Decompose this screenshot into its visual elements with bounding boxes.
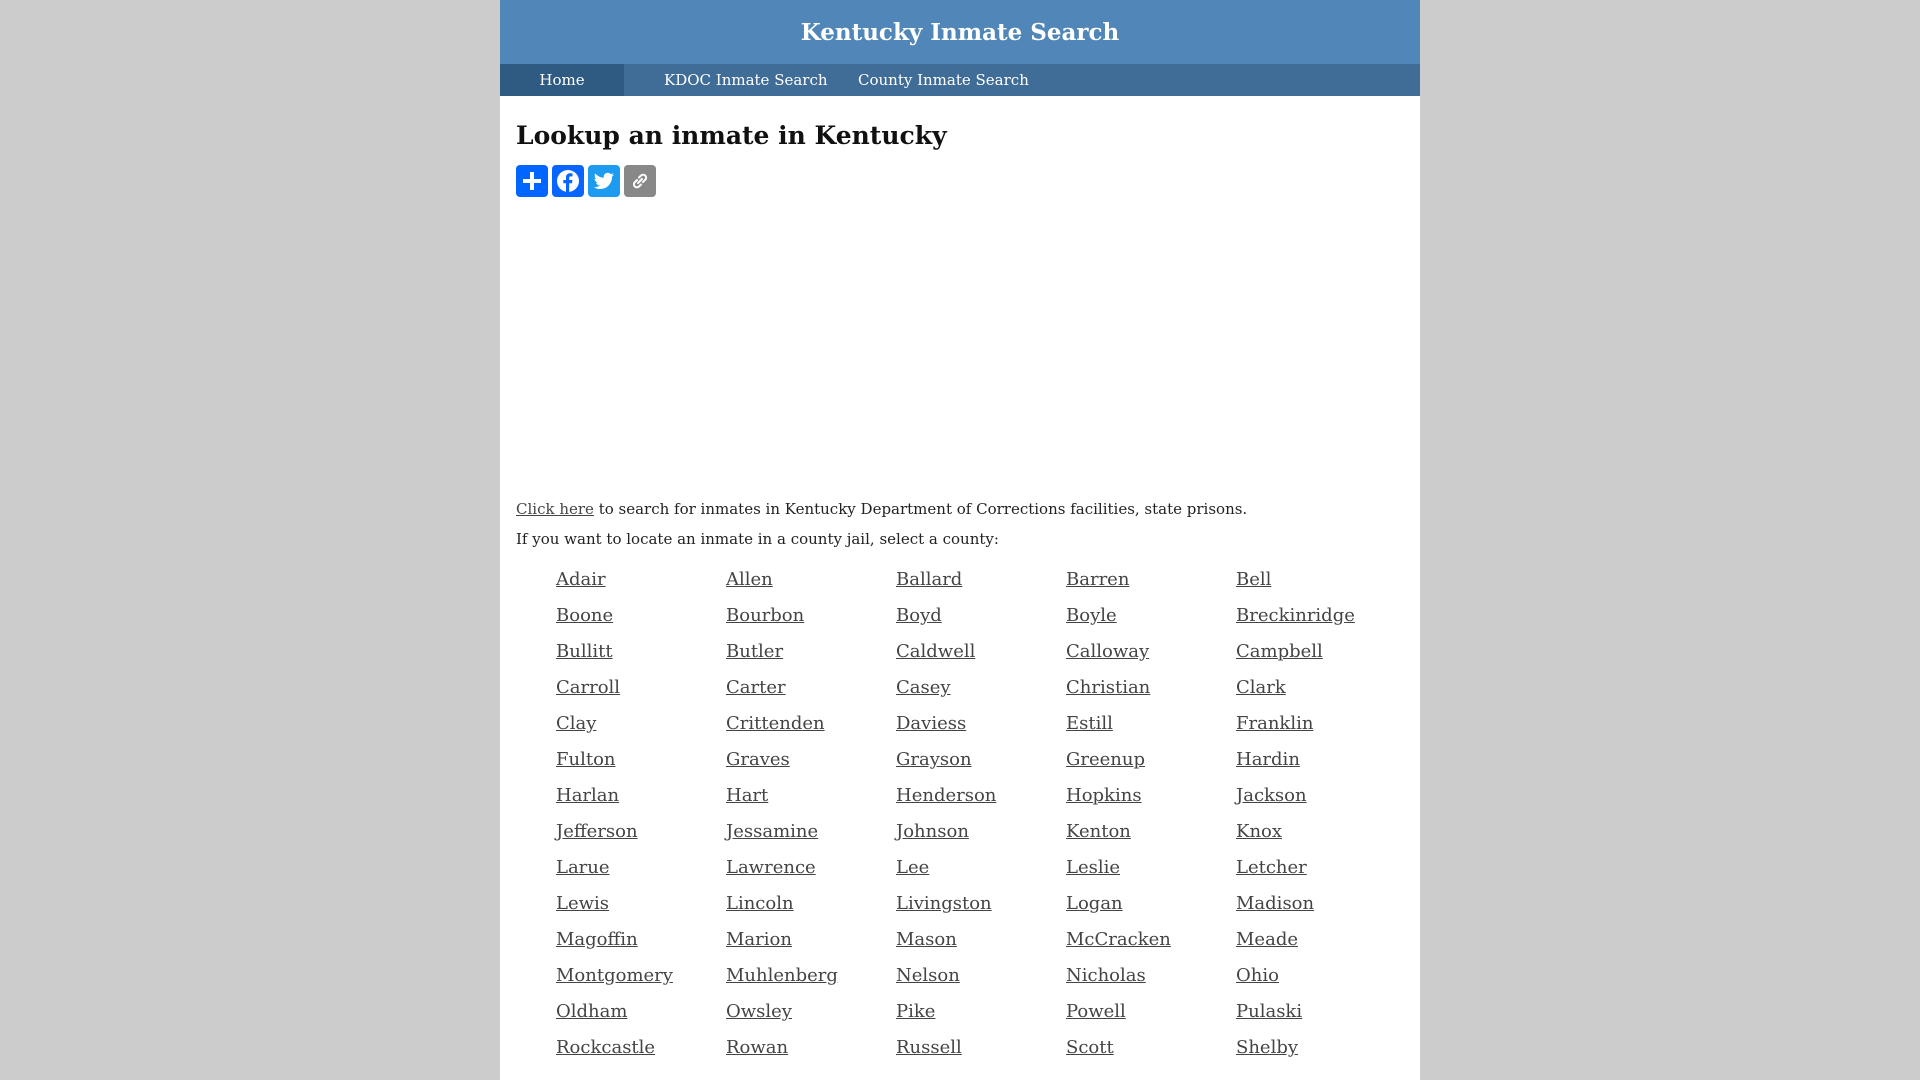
county-cell bbox=[896, 641, 1066, 677]
county-cell bbox=[726, 965, 896, 1001]
county-link[interactable]: Jackson bbox=[1236, 785, 1307, 806]
county-cell bbox=[896, 821, 1066, 857]
kdoc-click-here-link[interactable]: Click here bbox=[516, 500, 594, 518]
share-facebook-button[interactable] bbox=[552, 165, 584, 197]
county-link[interactable]: Scott bbox=[1066, 1037, 1114, 1058]
county-cell bbox=[1236, 749, 1406, 785]
county-link[interactable]: Hart bbox=[726, 785, 769, 806]
kdoc-intro-text bbox=[516, 499, 1404, 519]
county-link[interactable]: Boyd bbox=[896, 605, 942, 626]
county-link[interactable]: Russell bbox=[896, 1037, 962, 1058]
county-link[interactable]: Magoffin bbox=[556, 929, 638, 950]
county-cell bbox=[1066, 1037, 1236, 1073]
county-cell bbox=[1236, 605, 1406, 641]
county-link[interactable]: Pike bbox=[896, 1001, 936, 1022]
county-link[interactable]: Boone bbox=[556, 605, 614, 626]
county-cell bbox=[1066, 641, 1236, 677]
plus-icon bbox=[521, 170, 543, 192]
county-link[interactable]: Bourbon bbox=[726, 605, 805, 626]
county-link[interactable]: Henderson bbox=[896, 785, 997, 806]
county-link[interactable]: Estill bbox=[1066, 713, 1113, 734]
county-link[interactable]: Lee bbox=[896, 857, 930, 878]
ad-placeholder bbox=[516, 197, 1404, 499]
county-cell bbox=[1066, 713, 1236, 749]
county-link[interactable]: Casey bbox=[896, 677, 951, 698]
county-cell bbox=[1236, 821, 1406, 857]
county-link[interactable]: Lewis bbox=[556, 893, 610, 914]
main-content bbox=[500, 121, 1420, 1073]
page-container bbox=[500, 0, 1420, 1080]
county-cell bbox=[1066, 857, 1236, 893]
county-link[interactable]: Nicholas bbox=[1066, 965, 1146, 986]
county-cell bbox=[1236, 569, 1406, 605]
county-cell bbox=[1066, 821, 1236, 857]
county-link[interactable]: Bullitt bbox=[556, 641, 613, 662]
county-cell bbox=[1066, 965, 1236, 1001]
share-bar bbox=[516, 165, 1404, 197]
county-link[interactable]: Oldham bbox=[556, 1001, 628, 1022]
county-cell bbox=[556, 785, 726, 821]
county-link[interactable]: Crittenden bbox=[726, 713, 825, 734]
county-cell bbox=[1236, 893, 1406, 929]
nav-bar bbox=[500, 64, 1420, 96]
county-link[interactable]: Mason bbox=[896, 929, 957, 950]
county-link[interactable]: Rockcastle bbox=[556, 1037, 656, 1058]
county-cell bbox=[896, 749, 1066, 785]
county-cell bbox=[726, 749, 896, 785]
county-link[interactable]: Knox bbox=[1236, 821, 1283, 842]
county-cell bbox=[896, 605, 1066, 641]
county-cell bbox=[726, 677, 896, 713]
county-link[interactable]: Harlan bbox=[556, 785, 620, 806]
county-link[interactable]: Ballard bbox=[896, 569, 963, 590]
county-cell bbox=[1236, 857, 1406, 893]
county-link[interactable]: Madison bbox=[1236, 893, 1315, 914]
county-cell bbox=[726, 929, 896, 965]
county-cell bbox=[556, 713, 726, 749]
nav-county-inmate-search[interactable]: County Inmate Search bbox=[858, 71, 1029, 89]
county-cell bbox=[556, 677, 726, 713]
county-cell bbox=[896, 785, 1066, 821]
county-prompt: If you want to locate an inmate in a county jail, select a county: bbox=[516, 530, 999, 548]
county-link[interactable]: Daviess bbox=[896, 713, 967, 734]
county-cell bbox=[1236, 713, 1406, 749]
county-link[interactable]: Clay bbox=[556, 713, 597, 734]
county-cell bbox=[1066, 605, 1236, 641]
county-cell bbox=[1066, 569, 1236, 605]
share-copy-link-button[interactable] bbox=[624, 165, 656, 197]
county-cell bbox=[726, 1037, 896, 1073]
share-add-button[interactable] bbox=[516, 165, 548, 197]
county-link[interactable]: Calloway bbox=[1066, 641, 1150, 662]
nav-home[interactable]: Home bbox=[500, 64, 624, 96]
county-link[interactable]: Meade bbox=[1236, 929, 1298, 950]
county-cell bbox=[726, 569, 896, 605]
county-link[interactable]: Hardin bbox=[1236, 749, 1300, 770]
county-link[interactable]: Logan bbox=[1066, 893, 1123, 914]
county-link[interactable]: Muhlenberg bbox=[726, 965, 838, 986]
county-cell bbox=[726, 605, 896, 641]
county-cell bbox=[556, 893, 726, 929]
county-cell bbox=[896, 893, 1066, 929]
county-cell bbox=[726, 821, 896, 857]
county-cell bbox=[1236, 677, 1406, 713]
county-cell bbox=[896, 965, 1066, 1001]
county-link[interactable]: Livingston bbox=[896, 893, 992, 914]
county-link[interactable]: Owsley bbox=[726, 1001, 792, 1022]
county-link[interactable]: Jefferson bbox=[556, 821, 638, 842]
county-link[interactable]: Caldwell bbox=[896, 641, 976, 662]
county-cell bbox=[1236, 929, 1406, 965]
county-link[interactable]: Allen bbox=[726, 569, 773, 590]
county-link[interactable]: Hopkins bbox=[1066, 785, 1142, 806]
county-cell bbox=[556, 821, 726, 857]
county-link[interactable]: Graves bbox=[726, 749, 790, 770]
county-cell bbox=[726, 857, 896, 893]
county-list bbox=[516, 569, 1404, 1073]
county-cell bbox=[896, 677, 1066, 713]
county-cell bbox=[556, 1001, 726, 1037]
county-link[interactable]: Franklin bbox=[1236, 713, 1314, 734]
county-cell bbox=[556, 857, 726, 893]
county-link[interactable]: Montgomery bbox=[556, 965, 673, 986]
county-link[interactable]: Barren bbox=[1066, 569, 1130, 590]
share-twitter-button[interactable] bbox=[588, 165, 620, 197]
twitter-icon bbox=[592, 169, 616, 193]
county-cell bbox=[1066, 749, 1236, 785]
county-link[interactable]: Kenton bbox=[1066, 821, 1131, 842]
county-link[interactable]: Carroll bbox=[556, 677, 621, 698]
county-link[interactable]: Leslie bbox=[1066, 857, 1121, 878]
county-cell bbox=[896, 857, 1066, 893]
county-link[interactable]: Butler bbox=[726, 641, 784, 662]
county-link[interactable]: Christian bbox=[1066, 677, 1151, 698]
county-cell bbox=[556, 1037, 726, 1073]
county-cell bbox=[1236, 785, 1406, 821]
nav-kdoc-inmate-search[interactable]: KDOC Inmate Search bbox=[664, 71, 828, 89]
county-link[interactable]: Boyle bbox=[1066, 605, 1117, 626]
county-link[interactable]: Clark bbox=[1236, 677, 1286, 698]
county-cell bbox=[1236, 965, 1406, 1001]
county-link[interactable]: Letcher bbox=[1236, 857, 1307, 878]
county-link[interactable]: McCracken bbox=[1066, 929, 1171, 950]
kdoc-intro-rest: to search for inmates in Kentucky Department of Corrections facilities, state prisons. bbox=[593, 500, 1248, 518]
facebook-icon bbox=[556, 169, 580, 193]
county-link[interactable]: Ohio bbox=[1236, 965, 1279, 986]
county-cell bbox=[556, 569, 726, 605]
county-link[interactable]: Larue bbox=[556, 857, 610, 878]
county-link[interactable]: Lawrence bbox=[726, 857, 816, 878]
county-link[interactable]: Jessamine bbox=[726, 821, 819, 842]
county-link[interactable]: Pulaski bbox=[1236, 1001, 1303, 1022]
link-icon bbox=[629, 170, 651, 192]
county-cell bbox=[556, 605, 726, 641]
county-cell bbox=[896, 569, 1066, 605]
county-cell bbox=[556, 641, 726, 677]
county-cell bbox=[1066, 929, 1236, 965]
county-cell bbox=[896, 713, 1066, 749]
county-cell bbox=[1236, 641, 1406, 677]
county-cell bbox=[726, 1001, 896, 1037]
county-cell bbox=[726, 713, 896, 749]
county-link[interactable]: Rowan bbox=[726, 1037, 789, 1058]
county-cell bbox=[556, 965, 726, 1001]
county-link[interactable]: Fulton bbox=[556, 749, 616, 770]
county-link[interactable]: Powell bbox=[1066, 1001, 1126, 1022]
county-link[interactable]: Greenup bbox=[1066, 749, 1145, 770]
county-link[interactable]: Shelby bbox=[1236, 1037, 1299, 1058]
county-link[interactable]: Carter bbox=[726, 677, 786, 698]
county-cell bbox=[896, 929, 1066, 965]
county-cell bbox=[556, 929, 726, 965]
county-link[interactable]: Nelson bbox=[896, 965, 960, 986]
county-cell bbox=[1066, 785, 1236, 821]
county-link[interactable]: Adair bbox=[556, 569, 606, 590]
county-cell bbox=[1236, 1001, 1406, 1037]
county-link[interactable]: Lincoln bbox=[726, 893, 794, 914]
county-link[interactable]: Breckinridge bbox=[1236, 605, 1355, 626]
county-cell bbox=[556, 749, 726, 785]
page-title: Lookup an inmate in Kentucky bbox=[516, 121, 947, 150]
county-link[interactable]: Campbell bbox=[1236, 641, 1323, 662]
county-cell bbox=[896, 1001, 1066, 1037]
county-link[interactable]: Johnson bbox=[896, 821, 969, 842]
county-link[interactable]: Bell bbox=[1236, 569, 1272, 590]
county-cell bbox=[1066, 1001, 1236, 1037]
site-header bbox=[500, 0, 1420, 64]
county-cell bbox=[1066, 893, 1236, 929]
county-cell bbox=[726, 785, 896, 821]
county-cell bbox=[726, 893, 896, 929]
county-link[interactable]: Grayson bbox=[896, 749, 972, 770]
county-cell bbox=[1066, 677, 1236, 713]
county-cell bbox=[896, 1037, 1066, 1073]
county-link[interactable]: Marion bbox=[726, 929, 792, 950]
site-title: Kentucky Inmate Search bbox=[800, 18, 1120, 46]
county-cell bbox=[1236, 1037, 1406, 1073]
county-cell bbox=[726, 641, 896, 677]
